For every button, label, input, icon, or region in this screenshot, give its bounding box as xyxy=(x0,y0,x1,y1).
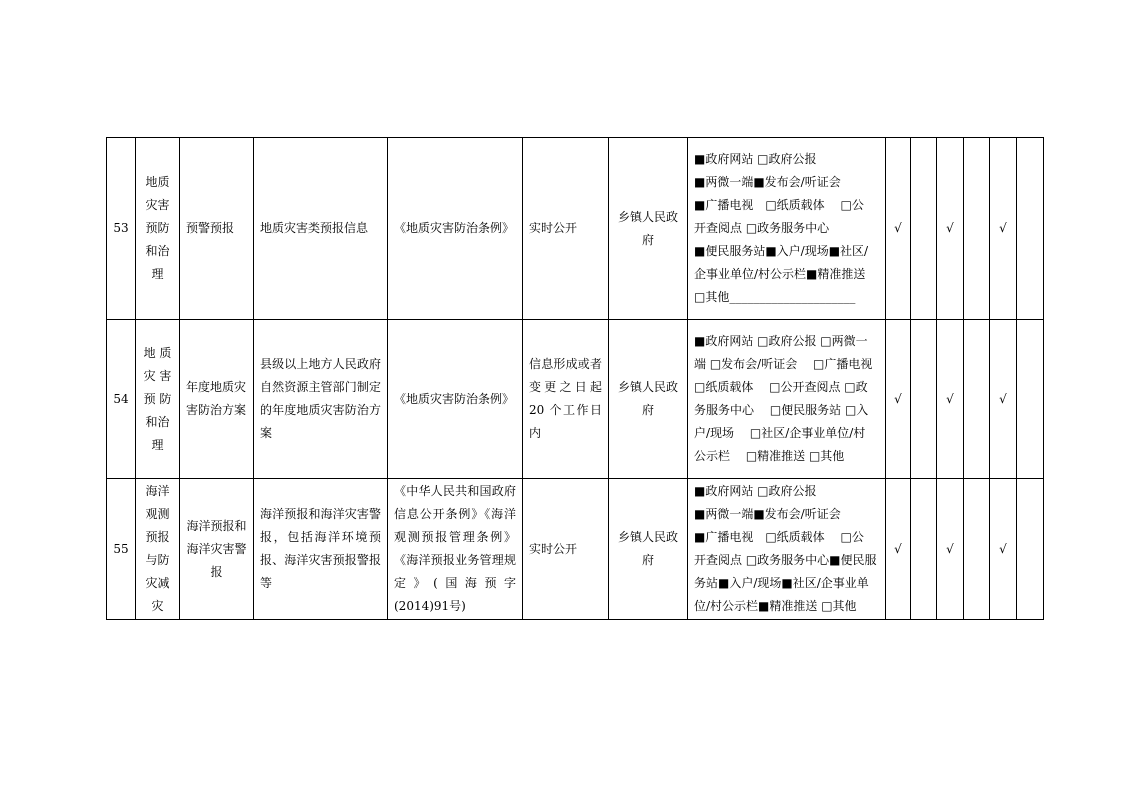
table-row xyxy=(107,479,1044,620)
category-line: 灾减 xyxy=(145,576,170,590)
subject-cell: 乡镇人民政府 xyxy=(609,138,688,320)
category-line: 地质 xyxy=(145,175,170,189)
check-cell xyxy=(964,138,990,320)
check-cell: √ xyxy=(990,138,1017,320)
channels-cell xyxy=(688,320,886,479)
category-cell xyxy=(136,138,180,320)
channel-line: 务服务中心 □便民服务站 □入 xyxy=(694,403,869,417)
check-cell xyxy=(964,479,990,620)
channels-cell xyxy=(688,138,886,320)
check-cell xyxy=(911,479,937,620)
content-cell: 海洋预报和海洋灾害警报，包括海洋环境预报、海洋灾害预报警报等 xyxy=(254,479,388,620)
channel-line: ■便民服务站■入户/现场■社区/ xyxy=(694,244,869,258)
category-line: 灾 xyxy=(151,599,164,613)
channel-line: ■两微一端■发布会/听证会 xyxy=(694,507,841,521)
channel-line: ■政府网站 □政府公报 xyxy=(694,484,817,498)
row-number: 53 xyxy=(107,138,136,320)
content-cell: 地质灾害类预报信息 xyxy=(254,138,388,320)
channel-line: 端 □发布会/听证会 □广播电视 xyxy=(694,357,873,371)
channel-line: 开查阅点 □政务服务中心 xyxy=(694,221,830,235)
channel-line: 开查阅点 □政务服务中心■便民服 xyxy=(694,553,877,567)
check-cell xyxy=(1017,138,1044,320)
time-limit-cell: 信息形成或者变更之日起 20 个工作日内 xyxy=(523,320,609,479)
content-cell: 县级以上地方人民政府自然资源主管部门制定的年度地质灾害防治方案 xyxy=(254,320,388,479)
basis-cell: 《地质灾害防治条例》 xyxy=(388,138,523,320)
check-cell xyxy=(1017,320,1044,479)
time-limit-cell: 实时公开 xyxy=(523,138,609,320)
disclosure-table xyxy=(106,137,1044,620)
channels-cell xyxy=(688,479,886,620)
channel-line: 位/村公示栏■精准推送 □其他 xyxy=(694,599,857,613)
category-line: 和治 xyxy=(145,414,170,429)
category-cell xyxy=(136,320,180,479)
channel-line: 公示栏 □精准推送 □其他 xyxy=(694,449,845,463)
subject-cell: 乡镇人民政府 xyxy=(609,479,688,620)
category-line: 预防 xyxy=(145,221,170,235)
subcategory-cell: 年度地质灾害防治方案 xyxy=(180,320,254,479)
category-line: 观测 xyxy=(145,507,170,521)
table-row xyxy=(107,320,1044,479)
check-cell xyxy=(964,320,990,479)
category-line: 地 质 xyxy=(143,345,172,360)
channel-line: □其他_____________________ xyxy=(694,290,856,304)
channel-line: ■广播电视 □纸质载体 □公 xyxy=(694,198,864,212)
row-number: 55 xyxy=(107,479,136,620)
channel-line: □纸质载体 □公开查阅点 □政 xyxy=(694,380,868,394)
check-cell: √ xyxy=(990,479,1017,620)
basis-cell: 《地质灾害防治条例》 xyxy=(388,320,523,479)
category-line: 海洋 xyxy=(145,484,170,498)
channel-line: 户/现场 □社区/企事业单位/村 xyxy=(694,426,866,440)
category-line: 预 防 xyxy=(143,391,172,406)
check-cell: √ xyxy=(886,138,911,320)
check-cell: √ xyxy=(937,320,964,479)
category-line: 灾害 xyxy=(145,198,170,212)
channel-line: ■政府网站 □政府公报 □两微一 xyxy=(694,334,868,348)
basis-cell: 《中华人民共和国政府信息公开条例》《海洋观测预报管理条例》《海洋预报业务管理规定》(国海预字(2014)91号) xyxy=(388,479,523,620)
channel-line: ■政府网站 □政府公报 xyxy=(694,152,817,166)
check-cell: √ xyxy=(886,320,911,479)
check-cell: √ xyxy=(937,138,964,320)
category-line: 预报 xyxy=(145,530,170,544)
channel-line: ■广播电视 □纸质载体 □公 xyxy=(694,530,864,544)
check-cell: √ xyxy=(937,479,964,620)
channel-line: 务站■入户/现场■社区/企事业单 xyxy=(694,576,869,590)
time-limit-cell: 实时公开 xyxy=(523,479,609,620)
subcategory-cell: 预警预报 xyxy=(180,138,254,320)
category-line: 和治 xyxy=(145,244,170,258)
category-cell xyxy=(136,479,180,620)
channel-line: 企事业单位/村公示栏■精准推送 xyxy=(694,267,866,281)
channel-line: ■两微一端■发布会/听证会 xyxy=(694,175,841,189)
check-cell xyxy=(911,138,937,320)
row-number: 54 xyxy=(107,320,136,479)
category-line: 理 xyxy=(151,267,164,281)
subject-cell: 乡镇人民政府 xyxy=(609,320,688,479)
check-cell xyxy=(911,320,937,479)
check-cell: √ xyxy=(886,479,911,620)
subcategory-cell: 海洋预报和海洋灾害警报 xyxy=(180,479,254,620)
check-cell xyxy=(1017,479,1044,620)
check-cell: √ xyxy=(990,320,1017,479)
table-row xyxy=(107,138,1044,320)
category-line: 理 xyxy=(151,437,164,452)
category-line: 灾 害 xyxy=(143,368,172,383)
category-line: 与防 xyxy=(145,553,170,567)
